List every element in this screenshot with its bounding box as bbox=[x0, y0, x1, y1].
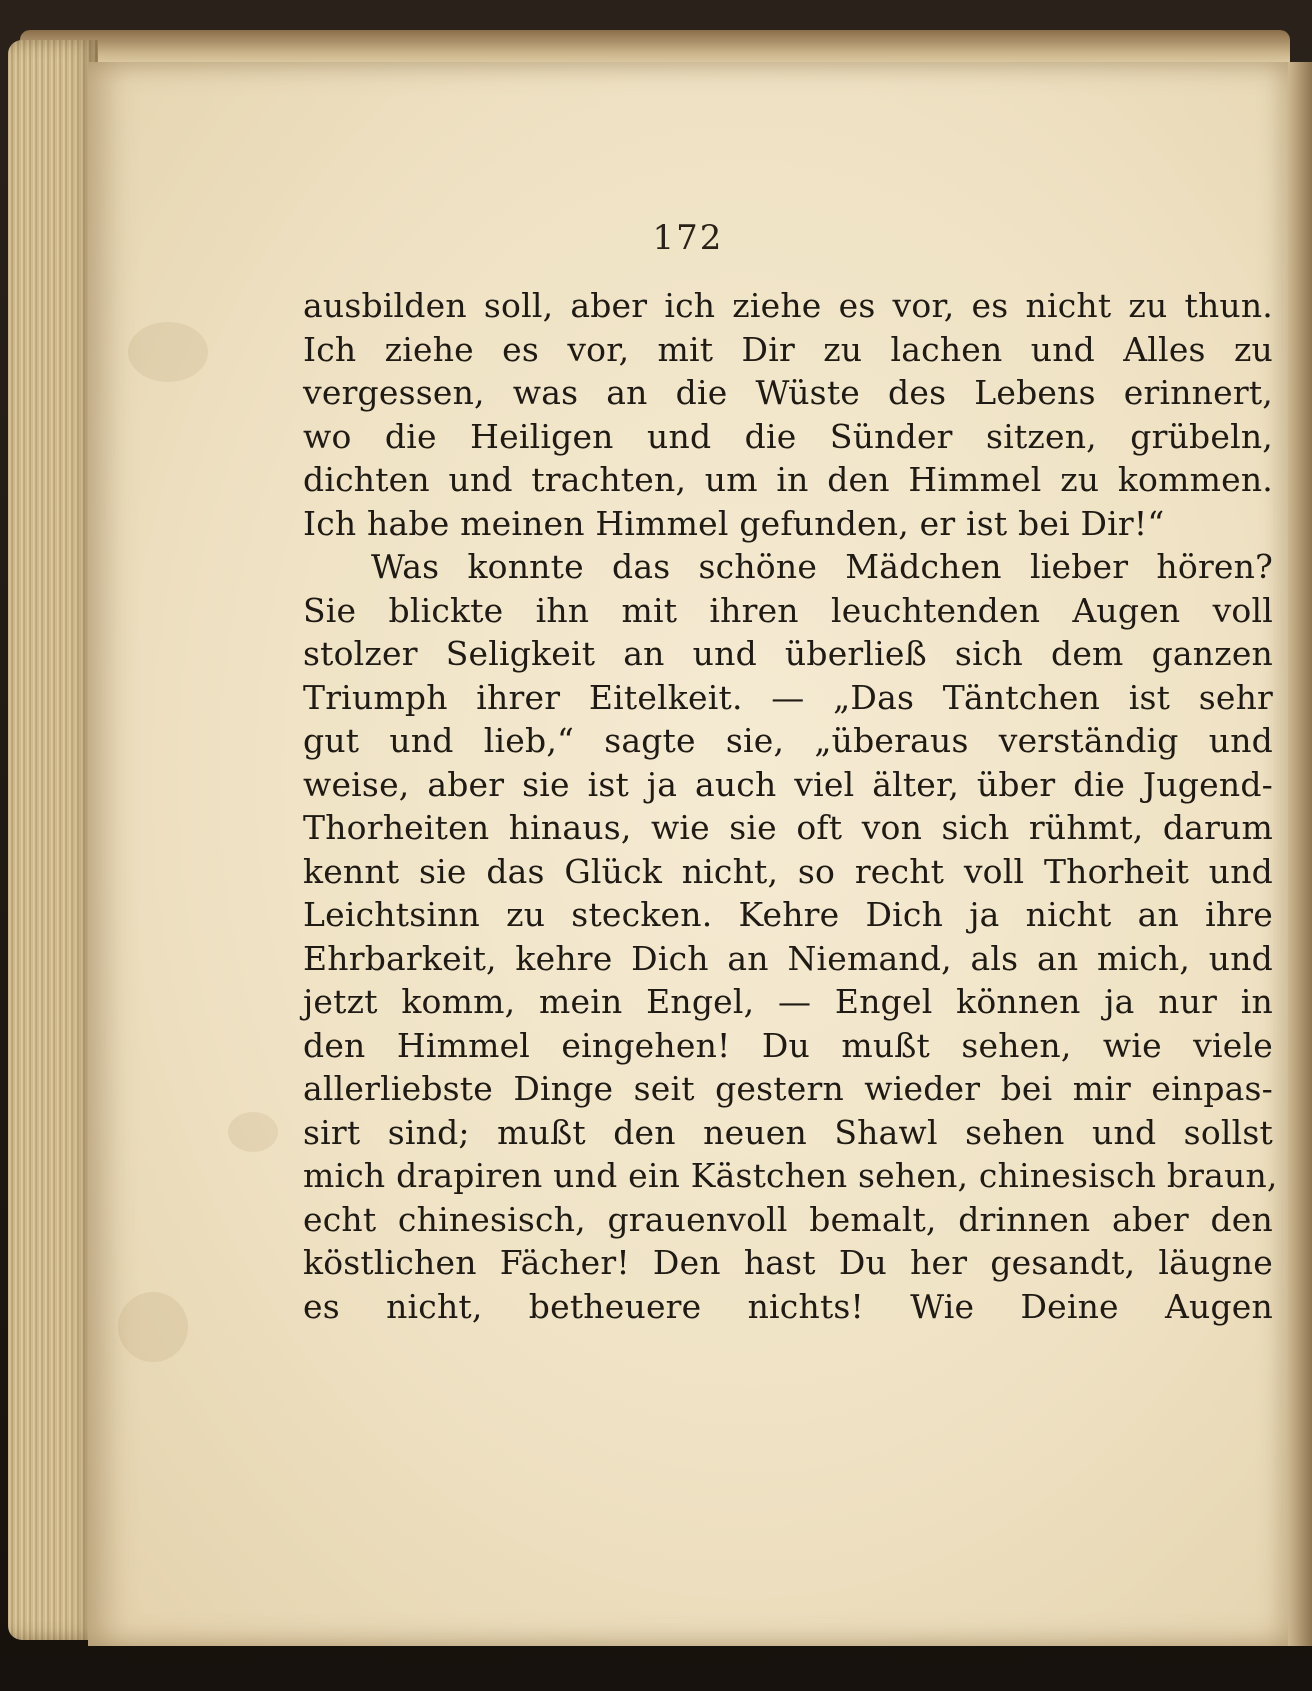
text-line: jetzt komm, mein Engel, — Engel können ja nur in bbox=[303, 982, 1273, 1021]
text-line: sirt sind; mußt den neuen Shawl sehen und sollst bbox=[303, 1112, 1273, 1152]
text-line: Ich habe meinen Himmel gefunden, er ist bei Dir!“ bbox=[303, 503, 1165, 543]
text-line: Was konnte das schöne Mädchen lieber hören? bbox=[371, 547, 1273, 586]
text-line: stolzer Seligkeit an und überließ sich dem ganzen bbox=[303, 634, 1273, 673]
text-line: dichten und trachten, um in den Himmel zu kommen. bbox=[303, 460, 1273, 499]
text-line: mich drapiren und ein Kästchen sehen, chinesisch braun, bbox=[303, 1156, 1278, 1195]
text-line: vergessen, was an die Wüste des Lebens erinnert, bbox=[303, 373, 1273, 412]
book-page bbox=[88, 62, 1288, 1646]
text-line: gut und lieb,“ sagte sie, „überaus verständig und bbox=[303, 721, 1273, 760]
text-line: köstlichen Fächer! Den hast Du her gesandt, läugne bbox=[303, 1243, 1273, 1282]
text-line: Leichtsinn zu stecken. Kehre Dich ja nicht an ihre bbox=[303, 895, 1273, 934]
text-line: allerliebste Dinge seit gestern wieder bei mir einpas- bbox=[303, 1069, 1273, 1108]
text-line: wo die Heiligen und die Sünder sitzen, grübeln, bbox=[303, 416, 1273, 456]
text-line: den Himmel eingehen! Du mußt sehen, wie viele bbox=[303, 1025, 1273, 1065]
text-line: Thorheiten hinaus, wie sie oft von sich rühmt, darum bbox=[303, 808, 1273, 847]
text-line: echt chinesisch, grauenvoll bemalt, drinnen aber den bbox=[303, 1199, 1273, 1239]
page-number: 172 bbox=[652, 218, 724, 258]
text-line: kennt sie das Glück nicht, so recht voll Thorheit und bbox=[303, 851, 1273, 891]
text-line: es nicht, betheuere nichts! Wie Deine Augen bbox=[303, 1286, 1273, 1326]
paper-stain bbox=[118, 1292, 188, 1362]
text-line: ausbilden soll, aber ich ziehe es vor, es nicht zu thun. bbox=[303, 286, 1273, 325]
paper-stain bbox=[128, 322, 208, 382]
text-line: Triumph ihrer Eitelkeit. — „Das Täntchen ist sehr bbox=[303, 677, 1273, 717]
text-line: Ich ziehe es vor, mit Dir zu lachen und Alles zu bbox=[303, 329, 1273, 369]
paper-stain bbox=[228, 1112, 278, 1152]
text-line: Sie blickte ihn mit ihren leuchtenden Augen voll bbox=[303, 590, 1273, 630]
page-edges-left bbox=[8, 40, 98, 1640]
text-line: Ehrbarkeit, kehre Dich an Niemand, als an mich, und bbox=[303, 938, 1273, 978]
text-line: weise, aber sie ist ja auch viel älter, über die Jugend- bbox=[303, 764, 1273, 804]
body-text bbox=[303, 284, 1278, 1328]
